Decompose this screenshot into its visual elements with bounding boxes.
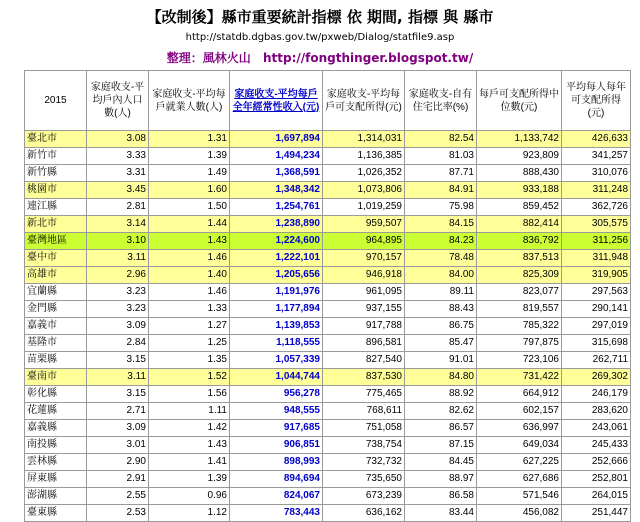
value-cell: 859,452 — [477, 199, 562, 216]
column-header-highlighted: 家庭收支-平均每戶全年經常性收入(元) — [230, 71, 323, 131]
table-row — [25, 131, 631, 148]
value-cell: 2.53 — [87, 505, 149, 522]
value-cell: 305,575 — [562, 216, 631, 233]
table-row — [25, 284, 631, 301]
table-row — [25, 301, 631, 318]
table-row — [25, 165, 631, 182]
value-cell: 1,057,339 — [230, 352, 323, 369]
value-cell: 732,732 — [323, 454, 405, 471]
value-cell: 1.46 — [149, 250, 230, 267]
value-cell: 87.71 — [405, 165, 477, 182]
value-cell: 3.09 — [87, 420, 149, 437]
value-cell: 426,633 — [562, 131, 631, 148]
value-cell: 1,205,656 — [230, 267, 323, 284]
county-name-cell: 花蓮縣 — [25, 403, 87, 420]
value-cell: 456,082 — [477, 505, 562, 522]
value-cell: 1.35 — [149, 352, 230, 369]
value-cell: 3.01 — [87, 437, 149, 454]
value-cell: 627,686 — [477, 471, 562, 488]
table-row — [25, 335, 631, 352]
table-row — [25, 505, 631, 522]
value-cell: 785,322 — [477, 318, 562, 335]
value-cell: 84.45 — [405, 454, 477, 471]
county-name-cell: 新北市 — [25, 216, 87, 233]
value-cell: 89.11 — [405, 284, 477, 301]
table-row — [25, 420, 631, 437]
value-cell: 84.80 — [405, 369, 477, 386]
value-cell: 88.97 — [405, 471, 477, 488]
county-name-cell: 高雄市 — [25, 267, 87, 284]
table-row — [25, 403, 631, 420]
table-row — [25, 267, 631, 284]
value-cell: 636,162 — [323, 505, 405, 522]
value-cell: 1,177,894 — [230, 301, 323, 318]
stats-table — [24, 70, 631, 522]
value-cell: 3.33 — [87, 148, 149, 165]
value-cell: 723,106 — [477, 352, 562, 369]
value-cell: 1.52 — [149, 369, 230, 386]
value-cell: 1,238,890 — [230, 216, 323, 233]
value-cell: 959,507 — [323, 216, 405, 233]
table-row — [25, 488, 631, 505]
value-cell: 738,754 — [323, 437, 405, 454]
value-cell: 819,557 — [477, 301, 562, 318]
value-cell: 3.09 — [87, 318, 149, 335]
value-cell: 84.23 — [405, 233, 477, 250]
value-cell: 87.15 — [405, 437, 477, 454]
value-cell: 3.11 — [87, 250, 149, 267]
value-cell: 262,711 — [562, 352, 631, 369]
page-title: 【改制後】縣市重要統計指標 依 期間, 指標 與 縣市 — [146, 8, 494, 26]
county-name-cell: 新竹縣 — [25, 165, 87, 182]
value-cell: 1.33 — [149, 301, 230, 318]
value-cell: 297,563 — [562, 284, 631, 301]
value-cell: 923,809 — [477, 148, 562, 165]
table-body — [25, 131, 631, 522]
table-row — [25, 182, 631, 199]
value-cell: 245,433 — [562, 437, 631, 454]
table-row — [25, 471, 631, 488]
value-cell: 797,875 — [477, 335, 562, 352]
value-cell: 86.57 — [405, 420, 477, 437]
value-cell: 91.01 — [405, 352, 477, 369]
county-name-cell: 嘉義縣 — [25, 420, 87, 437]
value-cell: 269,302 — [562, 369, 631, 386]
county-name-cell: 臺南市 — [25, 369, 87, 386]
value-cell: 319,905 — [562, 267, 631, 284]
table-row — [25, 437, 631, 454]
value-cell: 1,314,031 — [323, 131, 405, 148]
county-name-cell: 雲林縣 — [25, 454, 87, 471]
value-cell: 735,650 — [323, 471, 405, 488]
county-name-cell: 南投縣 — [25, 437, 87, 454]
value-cell: 1.49 — [149, 165, 230, 182]
value-cell: 264,015 — [562, 488, 631, 505]
header-row — [25, 71, 631, 131]
value-cell: 1,136,385 — [323, 148, 405, 165]
value-cell: 731,422 — [477, 369, 562, 386]
county-name-cell: 臺中市 — [25, 250, 87, 267]
value-cell: 82.54 — [405, 131, 477, 148]
value-cell: 3.45 — [87, 182, 149, 199]
county-name-cell: 彰化縣 — [25, 386, 87, 403]
value-cell: 970,157 — [323, 250, 405, 267]
value-cell: 283,620 — [562, 403, 631, 420]
value-cell: 1.41 — [149, 454, 230, 471]
value-cell: 341,257 — [562, 148, 631, 165]
table-row — [25, 148, 631, 165]
value-cell: 775,465 — [323, 386, 405, 403]
value-cell: 252,801 — [562, 471, 631, 488]
value-cell: 1.60 — [149, 182, 230, 199]
value-cell: 2.81 — [87, 199, 149, 216]
value-cell: 84.91 — [405, 182, 477, 199]
author-line — [0, 48, 640, 68]
value-cell: 1,044,744 — [230, 369, 323, 386]
value-cell: 1,073,806 — [323, 182, 405, 199]
value-cell: 823,077 — [477, 284, 562, 301]
table-row — [25, 199, 631, 216]
value-cell: 84.00 — [405, 267, 477, 284]
value-cell: 3.08 — [87, 131, 149, 148]
value-cell: 86.58 — [405, 488, 477, 505]
value-cell: 252,666 — [562, 454, 631, 471]
value-cell: 824,067 — [230, 488, 323, 505]
table-row — [25, 352, 631, 369]
value-cell: 1.31 — [149, 131, 230, 148]
county-name-cell: 臺東縣 — [25, 505, 87, 522]
value-cell: 836,792 — [477, 233, 562, 250]
value-cell: 1,697,894 — [230, 131, 323, 148]
column-header: 家庭收支-平均戶內人口數(人) — [87, 71, 149, 131]
value-cell: 1.50 — [149, 199, 230, 216]
value-cell: 3.31 — [87, 165, 149, 182]
value-cell: 2.96 — [87, 267, 149, 284]
county-name-cell: 澎湖縣 — [25, 488, 87, 505]
value-cell: 1,118,555 — [230, 335, 323, 352]
value-cell: 1.39 — [149, 471, 230, 488]
value-cell: 1.12 — [149, 505, 230, 522]
value-cell: 933,188 — [477, 182, 562, 199]
value-cell: 906,851 — [230, 437, 323, 454]
value-cell: 1.27 — [149, 318, 230, 335]
value-cell: 649,034 — [477, 437, 562, 454]
value-cell: 1,494,234 — [230, 148, 323, 165]
value-cell: 2.55 — [87, 488, 149, 505]
value-cell: 1.40 — [149, 267, 230, 284]
value-cell: 310,076 — [562, 165, 631, 182]
organizer-label: 整理：風林火山 — [166, 51, 251, 65]
value-cell: 948,555 — [230, 403, 323, 420]
county-name-cell: 苗栗縣 — [25, 352, 87, 369]
value-cell: 82.62 — [405, 403, 477, 420]
column-header: 家庭收支-平均每戶就業人數(人) — [149, 71, 230, 131]
value-cell: 243,061 — [562, 420, 631, 437]
value-cell: 768,611 — [323, 403, 405, 420]
value-cell: 636,997 — [477, 420, 562, 437]
source-url: http://statdb.dgbas.gov.tw/pxweb/Dialog/statfile9.asp — [185, 32, 455, 43]
value-cell: 937,155 — [323, 301, 405, 318]
value-cell: 3.10 — [87, 233, 149, 250]
stats-table-container — [24, 70, 631, 522]
value-cell: 3.23 — [87, 284, 149, 301]
county-name-cell: 連江縣 — [25, 199, 87, 216]
table-row — [25, 216, 631, 233]
value-cell: 251,447 — [562, 505, 631, 522]
value-cell: 3.11 — [87, 369, 149, 386]
value-cell: 837,513 — [477, 250, 562, 267]
value-cell: 837,530 — [323, 369, 405, 386]
county-name-cell: 臺北市 — [25, 131, 87, 148]
value-cell: 81.03 — [405, 148, 477, 165]
value-cell: 664,912 — [477, 386, 562, 403]
table-row — [25, 318, 631, 335]
value-cell: 888,430 — [477, 165, 562, 182]
value-cell: 1.43 — [149, 233, 230, 250]
value-cell: 896,581 — [323, 335, 405, 352]
value-cell: 3.14 — [87, 216, 149, 233]
value-cell: 961,095 — [323, 284, 405, 301]
value-cell: 827,540 — [323, 352, 405, 369]
value-cell: 627,225 — [477, 454, 562, 471]
value-cell: 1,348,342 — [230, 182, 323, 199]
value-cell: 673,239 — [323, 488, 405, 505]
value-cell: 311,948 — [562, 250, 631, 267]
value-cell: 1,222,101 — [230, 250, 323, 267]
value-cell: 1.56 — [149, 386, 230, 403]
column-header: 每戶可支配所得中位數(元) — [477, 71, 562, 131]
value-cell: 571,546 — [477, 488, 562, 505]
value-cell: 88.92 — [405, 386, 477, 403]
value-cell: 898,993 — [230, 454, 323, 471]
value-cell: 1.42 — [149, 420, 230, 437]
value-cell: 751,058 — [323, 420, 405, 437]
value-cell: 946,918 — [323, 267, 405, 284]
value-cell: 917,685 — [230, 420, 323, 437]
value-cell: 1,139,853 — [230, 318, 323, 335]
value-cell: 85.47 — [405, 335, 477, 352]
value-cell: 2.90 — [87, 454, 149, 471]
value-cell: 602,157 — [477, 403, 562, 420]
value-cell: 88.43 — [405, 301, 477, 318]
value-cell: 3.15 — [87, 352, 149, 369]
table-row — [25, 233, 631, 250]
value-cell: 894,694 — [230, 471, 323, 488]
column-header: 平均每人每年可支配所得(元) — [562, 71, 631, 131]
value-cell: 1.43 — [149, 437, 230, 454]
county-name-cell: 金門縣 — [25, 301, 87, 318]
value-cell: 297,019 — [562, 318, 631, 335]
blog-url: http://fongthinger.blogspot.tw/ — [262, 51, 474, 65]
value-cell: 1,026,352 — [323, 165, 405, 182]
year-header: 2015 — [25, 71, 87, 131]
value-cell: 2.91 — [87, 471, 149, 488]
county-name-cell: 屏東縣 — [25, 471, 87, 488]
value-cell: 1.46 — [149, 284, 230, 301]
value-cell: 1.39 — [149, 148, 230, 165]
value-cell: 956,278 — [230, 386, 323, 403]
value-cell: 311,248 — [562, 182, 631, 199]
value-cell: 290,141 — [562, 301, 631, 318]
value-cell: 882,414 — [477, 216, 562, 233]
value-cell: 83.44 — [405, 505, 477, 522]
value-cell: 84.15 — [405, 216, 477, 233]
value-cell: 0.96 — [149, 488, 230, 505]
value-cell: 1.44 — [149, 216, 230, 233]
table-row — [25, 369, 631, 386]
value-cell: 917,788 — [323, 318, 405, 335]
value-cell: 311,256 — [562, 233, 631, 250]
value-cell: 783,443 — [230, 505, 323, 522]
county-name-cell: 臺灣地區 — [25, 233, 87, 250]
value-cell: 78.48 — [405, 250, 477, 267]
value-cell: 246,179 — [562, 386, 631, 403]
value-cell: 3.23 — [87, 301, 149, 318]
table-row — [25, 386, 631, 403]
county-name-cell: 桃園市 — [25, 182, 87, 199]
value-cell: 1,133,742 — [477, 131, 562, 148]
table-row — [25, 250, 631, 267]
table-row — [25, 454, 631, 471]
county-name-cell: 新竹市 — [25, 148, 87, 165]
column-header: 家庭收支-平均每戶可支配所得(元) — [323, 71, 405, 131]
value-cell: 315,698 — [562, 335, 631, 352]
value-cell: 3.15 — [87, 386, 149, 403]
value-cell: 2.84 — [87, 335, 149, 352]
value-cell: 1,368,591 — [230, 165, 323, 182]
value-cell: 1.25 — [149, 335, 230, 352]
value-cell: 1,254,761 — [230, 199, 323, 216]
value-cell: 825,309 — [477, 267, 562, 284]
value-cell: 75.98 — [405, 199, 477, 216]
value-cell: 1,019,259 — [323, 199, 405, 216]
value-cell: 2.71 — [87, 403, 149, 420]
value-cell: 964,895 — [323, 233, 405, 250]
column-header: 家庭收支-自有住宅比率(%) — [405, 71, 477, 131]
county-name-cell: 嘉義市 — [25, 318, 87, 335]
county-name-cell: 宜蘭縣 — [25, 284, 87, 301]
county-name-cell: 基隆市 — [25, 335, 87, 352]
value-cell: 1,224,600 — [230, 233, 323, 250]
value-cell: 86.75 — [405, 318, 477, 335]
value-cell: 1,191,976 — [230, 284, 323, 301]
value-cell: 1.11 — [149, 403, 230, 420]
value-cell: 362,726 — [562, 199, 631, 216]
